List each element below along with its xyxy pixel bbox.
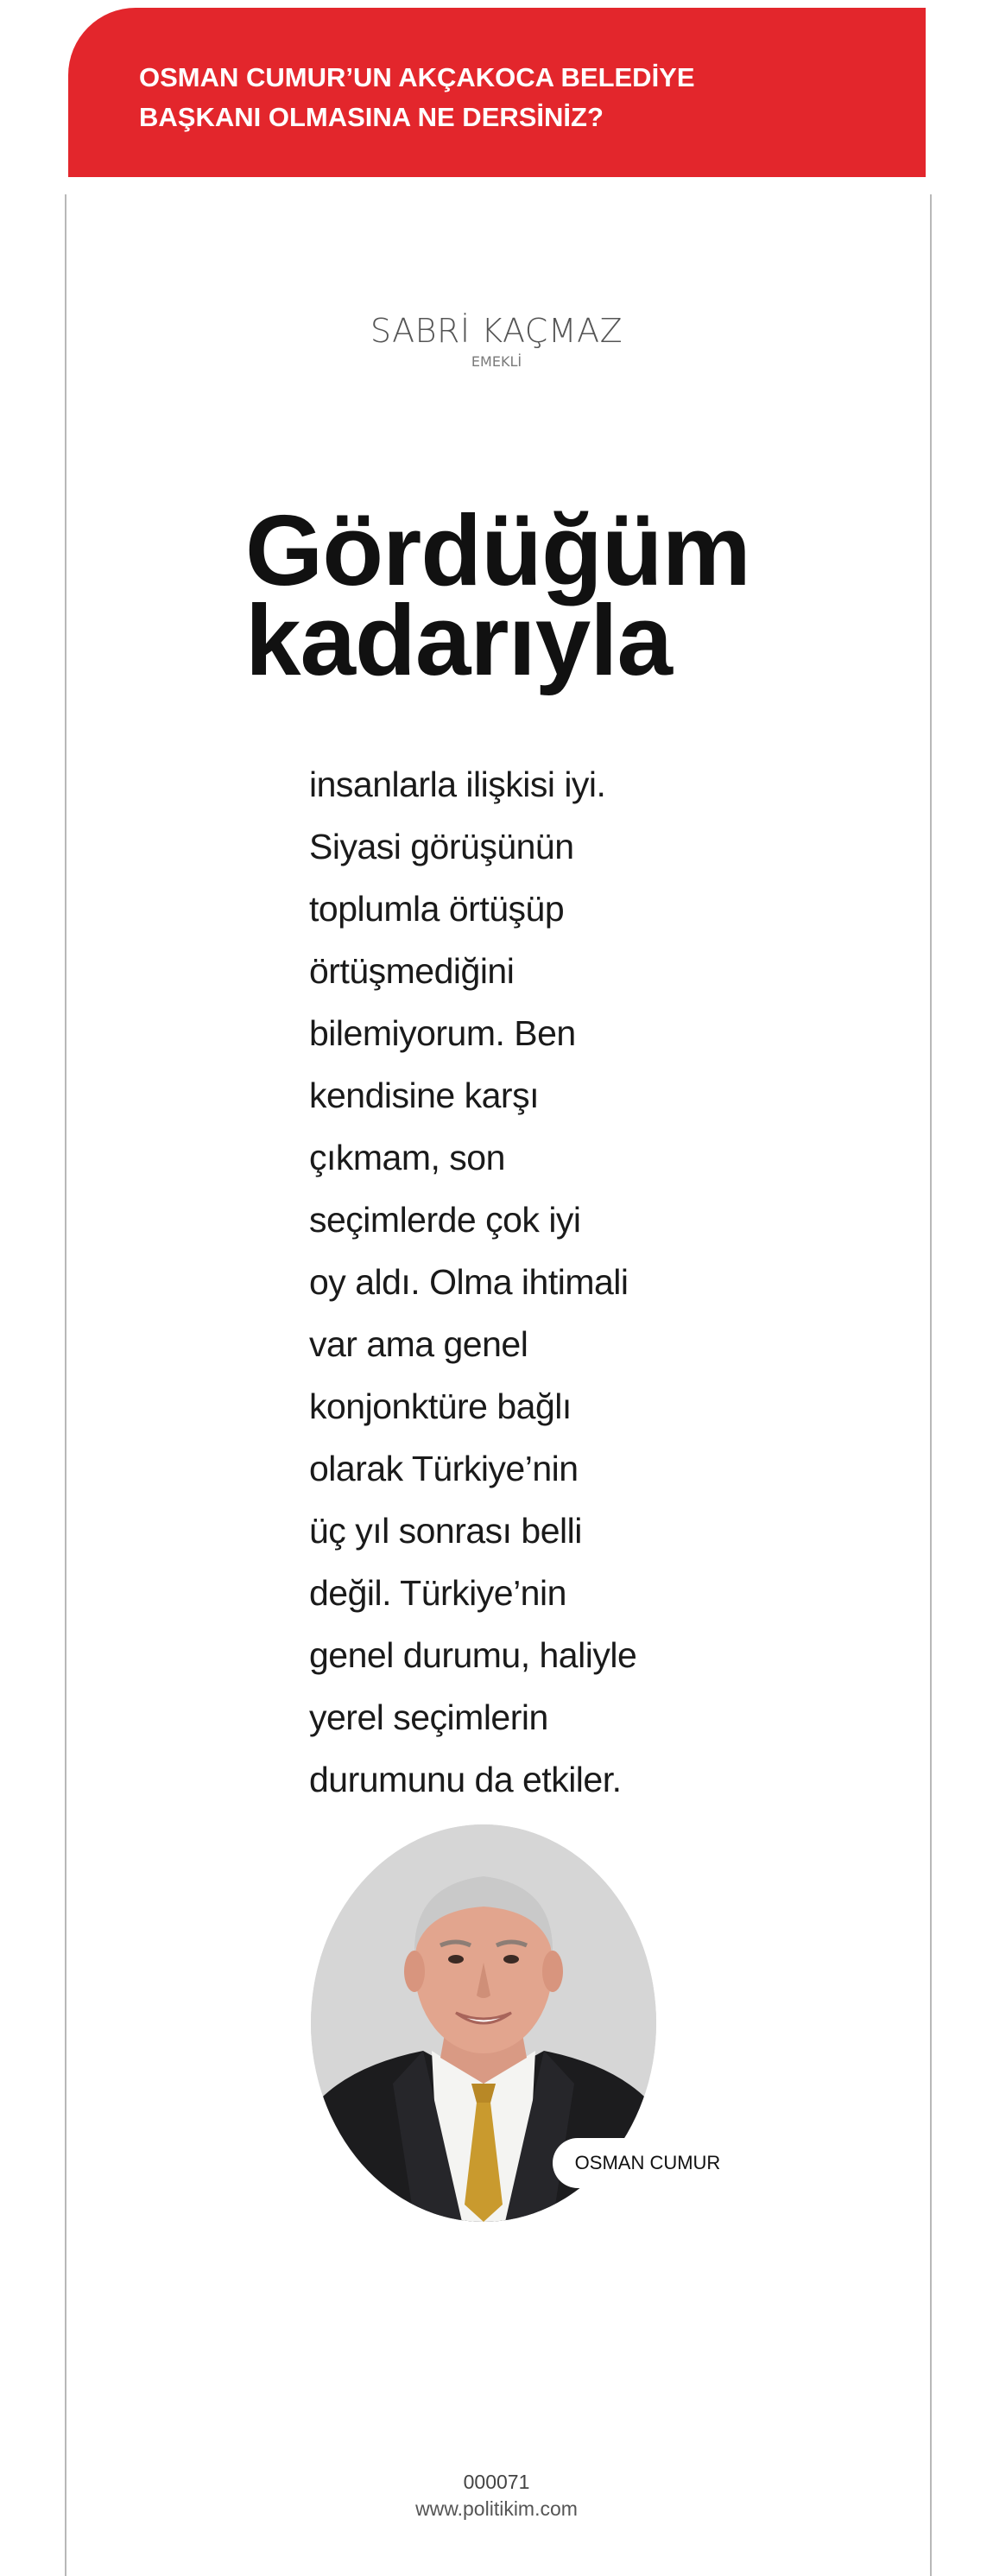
left-border-line	[65, 194, 66, 2576]
author-role: EMEKLİ	[471, 353, 522, 370]
question-title: OSMAN CUMUR’UN AKÇAKOCA BELEDİYE BAŞKANI OLMASINA NE DERSİNİZ?	[139, 62, 695, 132]
author-name: SABRİ KAÇMAZ	[370, 312, 623, 350]
right-border-line	[930, 194, 932, 2576]
portrait-caption: OSMAN CUMUR	[553, 2138, 743, 2188]
article-body: insanlarla ilişkisi iyi. Siyasi görüşünün toplumla örtüşüp örtüşmediğini bilemiyorum. Ben kendisine karşı çıkmam, son seçimlerde çok iyi oy aldı. Olma ihtimali var ama genel konjonktüre bağlı olarak Türkiye’nin üç yıl sonrası belli değil. Türkiye’nin genel durumu, haliyle yerel seçimlerin durumunu da etkiler.	[309, 765, 637, 1799]
footer-url[interactable]: www.politikim.com	[415, 2497, 578, 2520]
footer	[0, 2469, 993, 2522]
question-header	[68, 8, 926, 177]
author-block	[0, 311, 993, 371]
article-headline: Gördüğüm kadarıyla	[245, 494, 750, 696]
footer-code: 000071	[463, 2471, 530, 2493]
